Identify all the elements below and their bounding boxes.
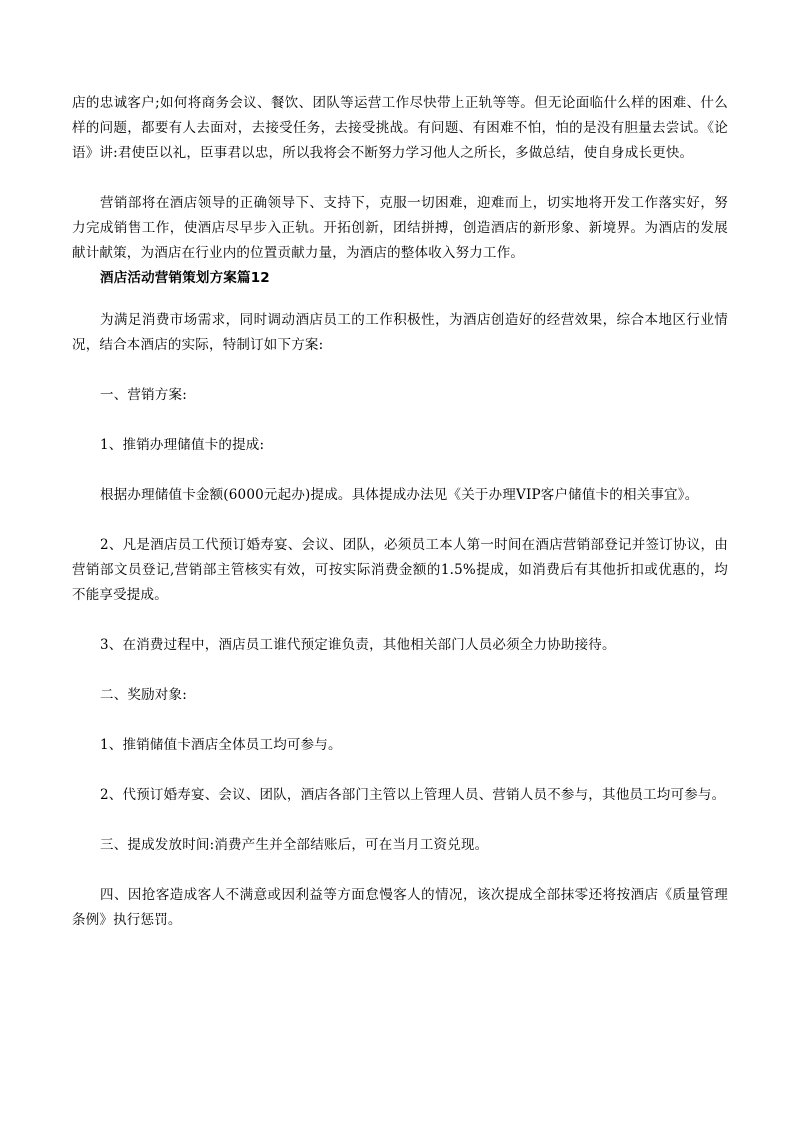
item-commission-method: 根据办理储值卡金额(6000元起办)提成。具体提成办法见《关于办理VIP客户储值卡的相关事宜》。 bbox=[100, 487, 699, 503]
section-heading: 酒店活动营销策划方案篇12 bbox=[100, 270, 270, 286]
item-stored-value-card-commission: 1、推销办理储值卡的提成: bbox=[100, 437, 265, 453]
item-booking-commission: 2、凡是酒店员工代预订婚寿宴、会议、团队，必须员工本人第一时间在酒店营销部登记并签订协议，由营销部文员登记,营销部主管核实有效，可按实际消费金额的1.5%提成，如消费后有其他折扣或优惠的，均不能享受提成。 bbox=[72, 537, 728, 603]
item-marketing-plan-heading: 一、营销方案: bbox=[100, 387, 187, 403]
item-responsibility: 3、在消费过程中，酒店员工谁代预定谁负责，其他相关部门人员必须全力协助接待。 bbox=[100, 637, 616, 653]
item-reward-exclusions: 2、代预订婚寿宴、会议、团队，酒店各部门主管以上管理人员、营销人员不参与，其他员工均可参与。 bbox=[100, 787, 726, 803]
item-reward-targets-heading: 二、奖励对象: bbox=[100, 687, 187, 703]
item-penalty: 四、因抢客造成客人不满意或因利益等方面怠慢客人的情况，该次提成全部抹零还将按酒店《质量管理条例》执行惩罚。 bbox=[72, 887, 728, 928]
paragraph-marketing-commitment: 营销部将在酒店领导的正确领导下、支持下，克服一切困难，迎难而上，切实地将开发工作落实好，努力完成销售工作，使酒店尽早步入正轨。开拓创新，团结拼搏，创造酒店的新形象、新境界。为酒店的发展献计献策，为酒店在行业内的位置贡献力量，为酒店的整体收入努力工作。 bbox=[72, 195, 728, 261]
item-reward-all-staff: 1、推销储值卡酒店全体员工均可参与。 bbox=[100, 737, 342, 753]
paragraph-intro: 为满足消费市场需求，同时调动酒店员工的工作积极性，为酒店创造好的经营效果，综合本地区行业情况，结合本酒店的实际，特制订如下方案: bbox=[72, 312, 728, 353]
item-payout-time: 三、提成发放时间:消费产生并全部结账后，可在当月工资兑现。 bbox=[100, 837, 489, 853]
paragraph-continuation: 店的忠诚客户;如何将商务会议、餐饮、团队等运营工作尽快带上正轨等等。但无论面临什么样的困难、什么样的问题，都要有人去面对，去接受任务，去接受挑战。有问题、有困难不怕，怕的是没有胆量去尝试。《论语》讲:君使臣以礼，臣事君以忠，所以我将会不断努力学习他人之所长，多做总结，使自身成长更快。 bbox=[72, 95, 728, 161]
